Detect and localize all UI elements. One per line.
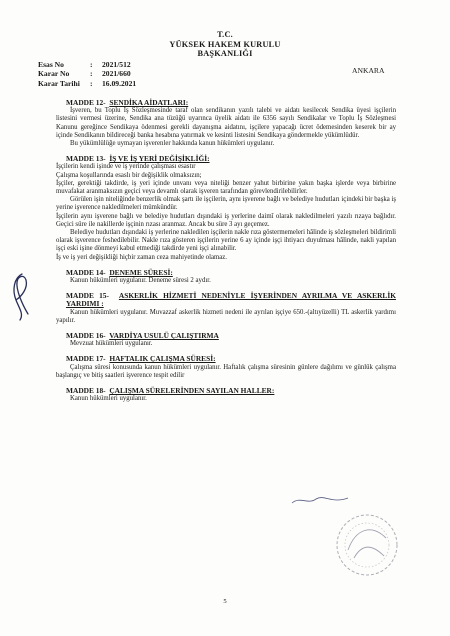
- article-paragraph: Belediye hudutları dışındaki iş yerlerine nakledilen işçilerin nakle rıza göstermemeleri hâlinde iş sözleşmeleri bildirimli olarak işverence feshedilebilir. Nakle rıza gösteren işçilerin yerine 6 ay içinde işçi ihtiyacı duyulması hâlinde, nakli yapılan işçi eski işine dönmeyi kabul etmediği takdirde yeni işçi alınabilir.: [56, 229, 396, 253]
- article-number: MADDE 17-: [66, 354, 106, 364]
- meta-sep: :: [90, 78, 93, 88]
- meta-value: 16.09.2021: [102, 78, 137, 88]
- header-tc: T.C.: [217, 30, 233, 39]
- article-18: [56, 387, 396, 403]
- meta-sep: :: [90, 60, 93, 69]
- article-paragraph: İşçiler, gerektiği takdirde, iş yeri içinde unvanı veya niteliği benzer yahut birbirine yakın başka işlerde veya birbirine muvafakat aranmaksızın geçici veya devamlı olarak işveren tarafından görevlendirilebilirler.: [56, 179, 396, 196]
- meta-key: Karar No: [38, 69, 70, 79]
- article-paragraph: İşveren, bu Toplu İş Sözleşmesinde taraf olan sendikanın yazılı talebi ve aidatı kesilecek Sendika üyesi işçilerin listesini vermesi üzerine, Sendika ana tüzüğü uyarınca üyelik aidatı ile 6356 sayılı Sendikalar ve Toplu İş Sözleşmesi Kanunu gereğince Sendikaya ödenmesi gerekli dayanışma aidatını, işçilere yapacağı ücret ödemesinden keserek bir ay içinde Sendikanın bildireceği banka hesabına yatırmak ve kesinti listesini Sendikaya göndermekle yükümlüdür.: [56, 107, 396, 139]
- city-label: ANKARA: [352, 66, 385, 75]
- header-presidency: BAŞKANLIĞI: [197, 49, 253, 59]
- article-heading: ASKERLİK HİZMETİ NEDENİYLE İŞYERİNDEN AYRILMA VE ASKERLİK YARDIMI :: [66, 291, 396, 309]
- handwritten-mark-icon: [290, 494, 350, 506]
- meta-row: [38, 69, 136, 78]
- article-number: MADDE 18-: [66, 386, 106, 396]
- article-heading: SENDİKA AİDATLARI:: [109, 98, 189, 107]
- article-title: [66, 99, 396, 107]
- meta-value: 2021/660: [102, 69, 131, 79]
- document-body: [56, 99, 396, 404]
- article-paragraph: Çalışma koşullarında esaslı bir değişiklik olmaksızın;: [56, 171, 202, 179]
- meta-value: 2021/512: [102, 60, 131, 69]
- article-title: [66, 269, 396, 277]
- meta-key: Karar Tarihi: [38, 78, 80, 88]
- article-title: [66, 387, 396, 395]
- article-title: [66, 332, 396, 340]
- meta-key: Esas No: [38, 60, 64, 69]
- article-paragraph: İşçilerin kendi işinde ve iş yerinde çalışması esastır: [56, 163, 196, 171]
- article-paragraph: Kanun hükümleri uygulanır.: [70, 395, 147, 403]
- article-paragraph: Çalışma süresi konusunda kanun hükümleri uygulanır. Haftalık çalışma süresinin günlere dağılımı ve günlük çalışma başlangıç ve bitiş saatleri işverence tespit edilir: [56, 363, 396, 379]
- article-paragraph: Görülen işin niteliğinde benzerlik olmak şartı ile işçilerin, aynı işverene bağlı ve belediye hudutları içindeki bir başka iş yerine işverence nakledilmeleri mümkündür.: [56, 196, 396, 212]
- article-number: MADDE 12-: [66, 98, 106, 107]
- article-paragraph: Kanun hükümleri uygulanır. Deneme süresi 2 aydır.: [70, 277, 211, 285]
- article-paragraph: İş ve iş yeri değişikliği hiçbir zaman ceza mahiyetinde olamaz.: [56, 253, 227, 261]
- article-16: [56, 332, 396, 348]
- article-17: [56, 355, 396, 380]
- article-12: [56, 99, 396, 148]
- article-title: [66, 155, 396, 163]
- meta-row: [38, 79, 136, 88]
- meta-row: [38, 60, 136, 69]
- case-meta: [38, 60, 136, 88]
- article-paragraph: İşçilerin aynı işverene bağlı ve belediye hudutları dışındaki iş yerlerine daimî olarak nakledilmeleri yazılı rızaya bağlıdır. Geçici süre ile nakillerde işçinin rızası aranmaz. Ancak bu süre 3 ayı geçemez.: [56, 212, 396, 228]
- article-number: MADDE 14-: [66, 267, 106, 277]
- article-number: MADDE 16-: [66, 331, 106, 341]
- official-stamp-icon: [330, 510, 404, 580]
- article-paragraph: Kanun hükümleri uygulanır. Muvazzaf askerlik hizmeti nedeni ile ayrılan işçiye 650.-(altıyüzelli) TL askerlik yardımı yapılır.: [56, 308, 396, 324]
- article-15: [56, 292, 396, 325]
- meta-sep: :: [90, 69, 93, 79]
- article-title: [66, 292, 396, 308]
- article-14: [56, 269, 396, 285]
- article-heading: VARDİYA USULÜ ÇALIŞTIRMA: [109, 331, 219, 341]
- article-paragraph: Bu yükümlülüğe uymayan işverenler hakkında kanun hükümleri uygulanır.: [70, 140, 275, 148]
- article-heading: HAFTALIK ÇALIŞMA SÜRESİ:: [109, 354, 216, 364]
- article-paragraph: Mevzuat hükümleri uygulanır.: [70, 340, 153, 348]
- margin-signature-icon: [8, 270, 34, 322]
- article-heading: DENEME SÜRESİ:: [109, 267, 173, 277]
- document-header: [0, 30, 450, 59]
- article-heading: İŞ VE İŞ YERİ DEĞİŞİKLİĞİ:: [109, 154, 210, 164]
- article-heading: ÇALIŞMA SÜRELERİNDEN SAYILAN HALLER:: [109, 386, 275, 396]
- header-institution: YÜKSEK HAKEM KURULU: [169, 39, 281, 49]
- article-13: [56, 155, 396, 262]
- page-number: 5: [223, 598, 227, 605]
- article-title: [66, 355, 396, 363]
- article-number: MADDE 13-: [66, 154, 106, 164]
- article-number: MADDE 15-: [66, 291, 109, 301]
